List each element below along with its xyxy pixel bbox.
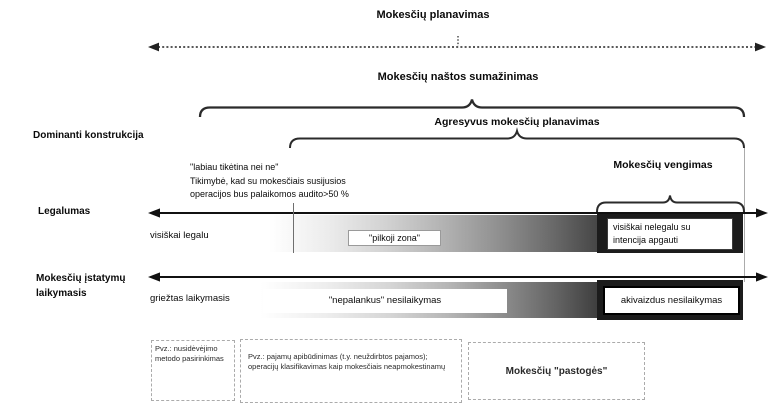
tax-burden-reduction-label: Mokesčių naštos sumažinimas — [377, 71, 539, 83]
legality-scale-divider-tick — [293, 203, 294, 253]
aggressive-planning-label: Agresyvus mokesčių planavimas — [434, 116, 600, 128]
strict-compliance-label: griežtas laikymasis — [150, 293, 230, 304]
diagram-title: Mokesčių planavimas — [376, 9, 490, 21]
fully-illegal-box — [607, 218, 733, 250]
row-label-compliance-line1: Mokesčių įstatymų — [36, 273, 126, 284]
example-box-tax-shelters: Mokesčių "pastogės" — [468, 342, 645, 400]
fully-illegal-line1: visiškai nelegalu su — [613, 222, 691, 232]
right-boundary-connector-line — [744, 148, 745, 282]
example-box-income-classification: Pvz.: pajamų apibūdinimas (t.y. neuždirbtos pajamos); operacijų klasifikavimas kaip mokesčiais neapmokestinamų — [240, 339, 462, 403]
row-label-compliance-line2: laikymasis — [36, 287, 87, 299]
grey-zone-box: "pilkoji zona" — [348, 230, 441, 246]
row-label-compliance — [36, 272, 125, 301]
tax-burden-reduction-brace — [200, 100, 744, 118]
row-label-legality: Legalumas — [38, 206, 91, 217]
probability-annotation — [190, 161, 440, 202]
annotation-line3: operacijos bus palaikomos audito>50 % — [190, 189, 349, 199]
annotation-line1: "labiau tikėtina nei ne" — [190, 162, 279, 172]
fully-legal-label: visiškai legalu — [150, 230, 209, 241]
tax-avoidance-label: Mokesčių vengimas — [613, 159, 713, 171]
aggressive-planning-brace — [290, 131, 744, 148]
obvious-noncompliance-box: akivaizdus nesilaikymas — [603, 286, 740, 315]
annotation-line2: Tikimybė, kad su mokesčiais susijusios — [190, 175, 346, 186]
tax-planning-range-arrow — [148, 36, 766, 51]
tax-avoidance-brace — [597, 196, 744, 213]
row-label-dominant-construct: Dominanti konstrukcija — [33, 130, 144, 141]
unfavourable-noncompliance-box: "nepalankus" nesilaikymas — [263, 289, 507, 313]
example-box-depreciation: Pvz.: nusidėvėjimo metodo pasirinkimas — [151, 340, 235, 401]
fully-illegal-line2: intencija apgauti — [613, 235, 679, 245]
